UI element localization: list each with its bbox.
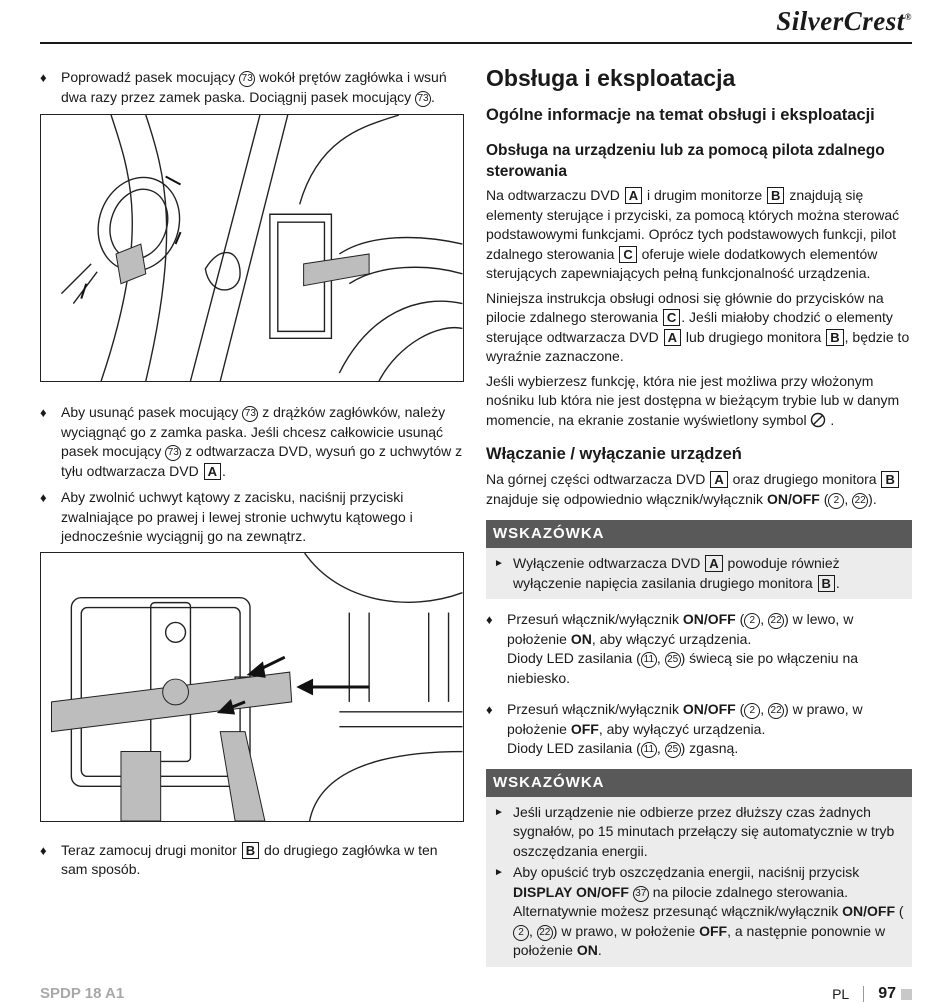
- note-body: [486, 797, 912, 967]
- text: lub drugiego monitora: [682, 328, 826, 345]
- device-label: B: [826, 329, 843, 346]
- device-label: C: [619, 246, 636, 263]
- subsection-title: Ogólne informacje na temat obsługi i eksploatacji: [486, 106, 875, 124]
- diamond-bullet-icon: ♦: [486, 612, 493, 627]
- text: Na górnej części odtwarzacza DVD: [486, 471, 710, 487]
- text: (: [735, 701, 745, 717]
- text: (: [895, 903, 904, 919]
- power-off-bullet: [486, 700, 912, 759]
- note-item: [494, 554, 904, 593]
- text: ,: [760, 611, 769, 627]
- text: Przesuń włącznik/wyłącznik: [507, 701, 683, 717]
- part-number: 73: [415, 91, 431, 107]
- left-bullet-1: [40, 68, 464, 107]
- text: powoduje również wyłączenie napięcia zasilania drugiego monitora: [513, 555, 840, 591]
- triangle-arrow-icon: ►: [494, 867, 504, 878]
- diamond-bullet-icon: ♦: [40, 70, 47, 85]
- strap-mounting-illustration: [40, 114, 464, 382]
- text: oraz drugiego monitora: [728, 471, 881, 487]
- key-name: OFF: [570, 720, 599, 737]
- device-label: B: [242, 842, 259, 859]
- prohibited-symbol-icon: [810, 412, 826, 428]
- note-heading: WSKAZÓWKA: [486, 520, 912, 548]
- part-number: 2: [744, 703, 760, 719]
- text: ,: [844, 490, 853, 507]
- diamond-bullet-icon: ♦: [40, 405, 47, 420]
- text: Teraz zamocuj drugi monitor: [61, 841, 241, 858]
- text: Poprowadź pasek mocujący: [61, 69, 240, 85]
- device-label: A: [204, 463, 221, 480]
- part-number: 2: [744, 613, 760, 629]
- page-square-icon: [901, 989, 912, 1000]
- key-name: ON/OFF: [682, 701, 736, 717]
- part-number: 2: [828, 493, 844, 509]
- device-label: B: [881, 471, 898, 488]
- device-label: A: [664, 329, 681, 346]
- part-number: 37: [633, 886, 649, 902]
- diamond-bullet-icon: ♦: [486, 702, 493, 717]
- text: (: [735, 611, 745, 627]
- device-label: C: [663, 309, 680, 326]
- text: , a następnie ponownie w położenie: [513, 922, 886, 958]
- text: .: [431, 88, 435, 105]
- part-number: 25: [665, 742, 681, 758]
- left-bullet-4: [40, 841, 464, 880]
- text: do drugiego zagłówka w ten sam sposób.: [61, 841, 438, 877]
- text: ) w prawo, w położenie: [552, 922, 700, 939]
- text: wokół prętów zagłówka i wsuń dwa razy przez zamek paska. Dociągnij pasek mocujący: [61, 69, 447, 105]
- text: Aby opuścić tryb oszczędzania energii, naciśnij przycisk: [513, 864, 860, 880]
- language-code: PL: [832, 986, 850, 1002]
- device-label: A: [710, 471, 727, 488]
- key-name: ON/OFF: [842, 903, 896, 919]
- registered-mark: ®: [904, 12, 912, 22]
- text: ).: [868, 490, 877, 507]
- footer-divider: [863, 986, 864, 1002]
- text: Przesuń włącznik/wyłącznik: [507, 611, 683, 627]
- text: Diody LED zasilania (: [507, 650, 641, 666]
- paragraph-3: [486, 372, 912, 431]
- paragraph-4: [486, 470, 912, 509]
- part-number: 22: [768, 703, 784, 719]
- device-label: A: [625, 187, 642, 204]
- text: Aby zwolnić uchwyt kątowy z zacisku, naciśnij przyciski zwalniające po prawej i lewej stronie uchwytu kątowego i jednocześnie wyciągnij go na zewnątrz.: [61, 489, 413, 544]
- diamond-bullet-icon: ♦: [40, 490, 47, 505]
- text: , aby włączyć urządzenia.: [591, 630, 752, 647]
- part-number: 73: [165, 445, 181, 461]
- text: Jeśli wybierzesz funkcję, która nie jest możliwa przy włożonym nośniku lub która nie jest dostępna w bieżącym trybie lub w danym momencie, na ekranie zostanie wyświetlony symbol: [486, 372, 900, 428]
- strap-drawing: [41, 115, 463, 381]
- note-box-2: [486, 769, 912, 967]
- part-number: 11: [641, 652, 657, 668]
- text: oferuje wiele dodatkowych elementów sterujących zapewniających pełną funkcjonalność urządzenia.: [486, 245, 878, 281]
- text: Aby usunąć pasek mocujący: [61, 404, 243, 420]
- text: ,: [529, 922, 537, 939]
- part-number: 2: [513, 925, 529, 941]
- note-heading: WSKAZÓWKA: [486, 769, 912, 797]
- text: .: [222, 462, 226, 479]
- diamond-bullet-icon: ♦: [40, 842, 47, 858]
- text: ) w lewo, w położenie: [507, 611, 854, 647]
- text: z drążków zagłówków, należy wyciągnąć go z zamka paska. Jeśli chcesz całkowicie usunąć pasek mocujący: [61, 404, 446, 459]
- text: z odtwarzacza DVD, wysuń go z uchwytów z tyłu odtwarzacza DVD: [61, 443, 463, 479]
- power-on-bullet: [486, 610, 912, 688]
- part-number: 25: [665, 652, 681, 668]
- text: (: [819, 490, 829, 507]
- note-item: [494, 803, 904, 862]
- page-footer: [832, 985, 912, 1003]
- part-number: 11: [641, 742, 657, 758]
- subsubsection-title: Obsługa na urządzeniu lub za pomocą pilota zdalnego sterowania: [486, 142, 885, 180]
- holder-drawing: [41, 553, 463, 821]
- part-number: 73: [242, 406, 258, 422]
- device-label: B: [818, 575, 835, 592]
- key-name: ON/OFF: [766, 490, 820, 507]
- text: , aby wyłączyć urządzenia.: [598, 720, 766, 737]
- key-name: ON: [576, 942, 598, 958]
- paragraph-2: [486, 289, 912, 367]
- key-name: ON: [570, 630, 592, 647]
- key-name: DISPLAY ON/OFF: [513, 883, 629, 900]
- text: ) w prawo, w położenie: [507, 701, 863, 737]
- part-number: 73: [239, 71, 255, 87]
- header-rule: [40, 42, 912, 44]
- note-box-1: [486, 520, 912, 599]
- text: Diody LED zasilania (: [507, 740, 641, 756]
- key-name: OFF: [699, 922, 728, 939]
- part-number: 22: [537, 925, 553, 941]
- text: ) zgasną.: [680, 740, 739, 756]
- note-body: [486, 548, 912, 599]
- triangle-arrow-icon: ►: [494, 806, 504, 818]
- text: i drugim monitorze: [643, 187, 767, 203]
- text: , będzie to wyraźnie zaznaczone.: [486, 328, 910, 364]
- part-number: 22: [768, 613, 784, 629]
- text: ) świecą sie po włączeniu na niebiesko.: [507, 650, 859, 686]
- key-name: ON/OFF: [682, 611, 736, 627]
- text: Na odtwarzaczu DVD: [486, 187, 624, 203]
- text: .: [826, 411, 835, 428]
- part-number: 22: [852, 493, 868, 509]
- left-bullet-2: [40, 403, 464, 481]
- text: ,: [656, 740, 665, 756]
- text: Wyłączenie odtwarzacza DVD: [513, 555, 705, 571]
- triangle-arrow-icon: ►: [494, 558, 504, 569]
- device-label: B: [767, 187, 784, 204]
- text: ,: [760, 701, 769, 717]
- text: Niniejsza instrukcja obsługi odnosi się głównie do przycisków na pilocie zdalnego sterowania: [486, 289, 884, 325]
- text: na pilocie zdalnego sterowania. Alternatywnie możesz przesunąć włącznik/wyłącznik: [513, 883, 849, 919]
- right-column: [486, 64, 912, 967]
- section-title: Obsługa i eksploatacja: [486, 65, 736, 91]
- brand-logo: [776, 6, 912, 37]
- text: ,: [656, 650, 665, 666]
- power-section-title: Włączanie / wyłączanie urządzeń: [486, 445, 742, 463]
- text: znajduje się odpowiednio włącznik/wyłącznik: [486, 490, 767, 507]
- angle-holder-illustration: [40, 552, 464, 822]
- brand-name: SilverCrest: [776, 6, 905, 36]
- page-number: 97: [878, 985, 896, 1002]
- text: Jeśli urządzenie nie odbierze przez dłuższy czas żadnych sygnałów, po 15 minutach przełączy się automatycznie w tryb oszczędzania energii.: [513, 803, 895, 859]
- note-item: [494, 863, 904, 961]
- model-number: SPDP 18 A1: [40, 985, 125, 1002]
- text: .: [597, 942, 602, 958]
- paragraph-1: [486, 186, 912, 284]
- left-column: [40, 68, 464, 880]
- device-label: A: [705, 555, 722, 572]
- text: . Jeśli miałoby chodzić o elementy sterujące odtwarzacza DVD: [486, 309, 893, 345]
- text: znajdują się elementy sterujące i przyciski, za pomocą których można sterować podstawowymi funkcjami. Oprócz tych podstawowych funkcji, pilot zdalnego sterowania: [486, 187, 900, 262]
- left-bullet-3: [40, 488, 464, 547]
- text: .: [835, 574, 840, 591]
